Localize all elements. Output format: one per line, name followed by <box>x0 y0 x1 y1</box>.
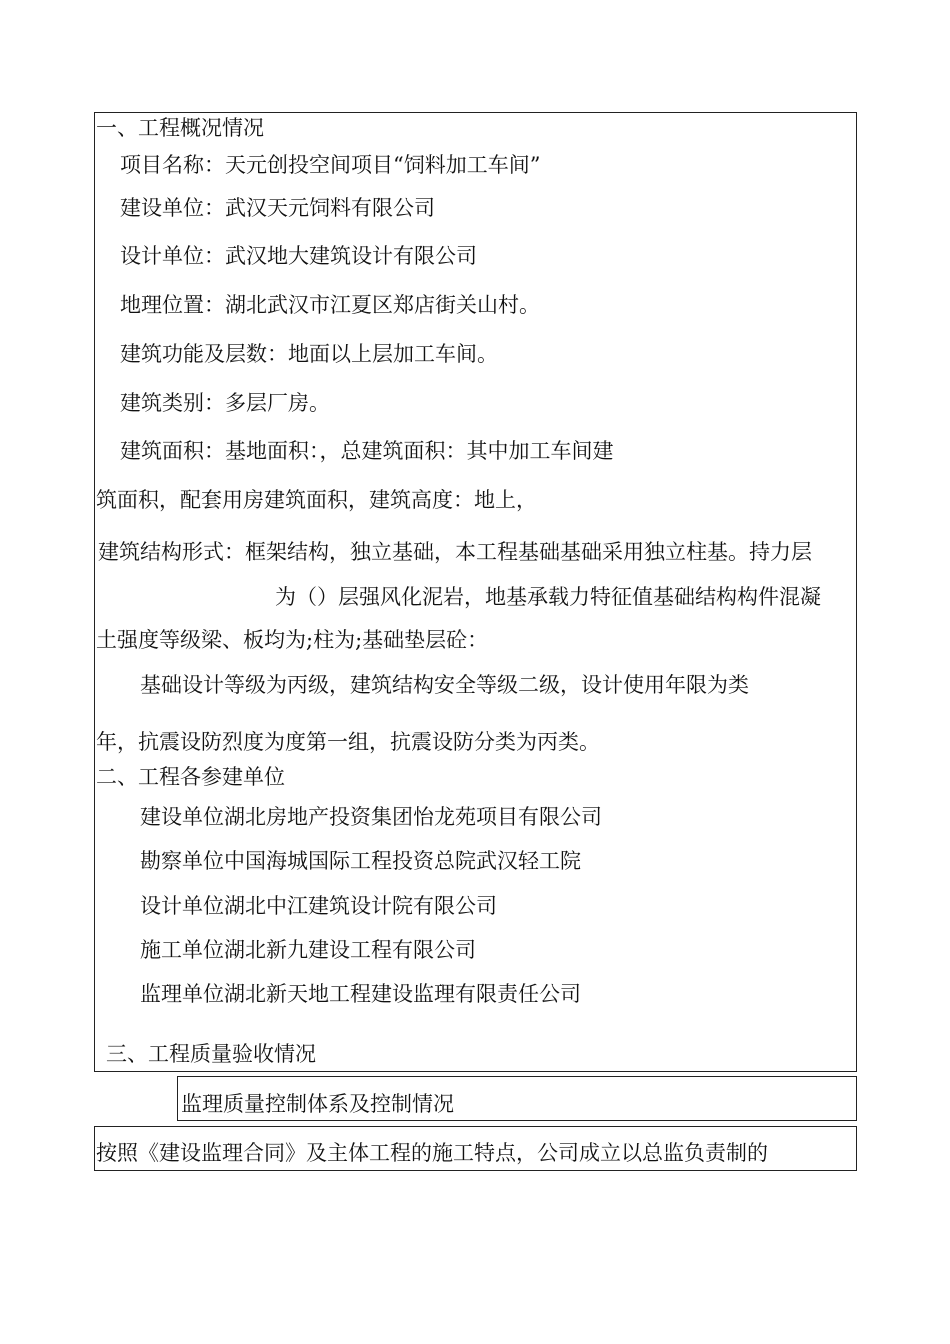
designer-unit: 设计单位：武汉地大建筑设计有限公司 <box>120 244 477 268</box>
grade-line-1: 基础设计等级为丙级，建筑结构安全等级二级，设计使用年限为类 <box>140 673 749 697</box>
structure-line-3: 土强度等级梁、板均为;柱为;基础垫层砼： <box>96 628 489 652</box>
unit-survey: 勘察单位中国海城国际工程投资总院武汉轻工院 <box>140 849 581 873</box>
unit-supervision: 监理单位湖北新天地工程建设监理有限责任公司 <box>140 982 581 1006</box>
area-line-2: 筑面积，配套用房建筑面积，建筑高度：地上， <box>96 488 537 512</box>
area-line-1: 建筑面积：基地面积：，总建筑面积：其中加工车间建 <box>120 439 614 463</box>
section3-subheading: 监理质量控制体系及控制情况 <box>181 1092 454 1116</box>
section1-heading: 一、工程概况情况 <box>96 116 264 140</box>
building-function: 建筑功能及层数：地面以上层加工车间。 <box>120 342 498 366</box>
structure-line-1: 建筑结构形式：框架结构，独立基础，本工程基础基础采用独立柱基。持力层 <box>98 540 812 564</box>
grade-line-2: 年，抗震设防烈度为度第一组，抗震设防分类为丙类。 <box>96 730 600 754</box>
section2-heading: 二、工程各参建单位 <box>96 765 285 789</box>
building-category: 建筑类别：多层厂房。 <box>120 391 330 415</box>
section3-paragraph-line-1: 按照《建设监理合同》及主体工程的施工特点，公司成立以总监负责制的 <box>96 1141 768 1165</box>
section3-heading: 三、工程质量验收情况 <box>106 1042 316 1066</box>
builder-unit: 建设单位：武汉天元饲料有限公司 <box>120 196 435 220</box>
structure-line-2: 为（）层强风化泥岩，地基承载力特征值基础结构构件混凝 <box>275 585 821 609</box>
unit-design: 设计单位湖北中江建筑设计院有限公司 <box>140 894 497 918</box>
unit-construction: 施工单位湖北新九建设工程有限公司 <box>140 938 476 962</box>
project-name: 项目名称：天元创投空间项目“饲料加工车间” <box>120 153 541 177</box>
location: 地理位置：湖北武汉市江夏区郑店街关山村。 <box>120 293 540 317</box>
unit-build: 建设单位湖北房地产投资集团怡龙苑项目有限公司 <box>140 805 602 829</box>
